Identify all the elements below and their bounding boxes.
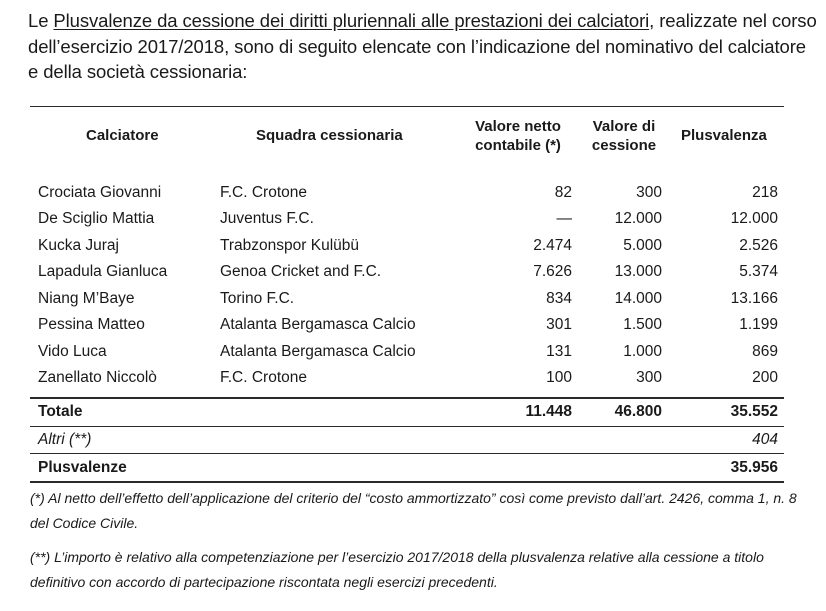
- cell-book-value: 100: [546, 369, 572, 386]
- cell-sale-value: 13.000: [614, 263, 662, 280]
- cell-gain: 869: [752, 343, 778, 360]
- total-row: [0, 399, 826, 425]
- table-row: [0, 286, 826, 312]
- table-row: [0, 312, 826, 338]
- table-row: [0, 180, 826, 206]
- grand-total-gain: 35.956: [730, 459, 778, 476]
- table-row: [0, 259, 826, 285]
- others-bottom-rule: [30, 453, 784, 454]
- cell-player: Zanellato Niccolò: [38, 369, 157, 386]
- cell-gain: 1.199: [739, 316, 778, 333]
- cell-team: Juventus F.C.: [220, 210, 314, 227]
- cell-sale-value: 300: [636, 369, 662, 386]
- intro-before: Le: [28, 10, 54, 31]
- cell-team: Atalanta Bergamasca Calcio: [220, 316, 416, 333]
- cell-team: Atalanta Bergamasca Calcio: [220, 343, 416, 360]
- cell-player: De Sciglio Mattia: [38, 210, 155, 227]
- cell-sale-value: 5.000: [623, 237, 662, 254]
- cell-team: F.C. Crotone: [220, 184, 308, 201]
- header-player: Calciatore: [86, 127, 159, 144]
- cell-team: Torino F.C.: [220, 290, 295, 307]
- table-top-rule: [30, 106, 784, 107]
- cell-gain: 200: [752, 369, 778, 386]
- cell-player: Lapadula Gianluca: [38, 263, 168, 280]
- cell-book-value: 2.474: [533, 237, 572, 254]
- cell-sale-value: 1.500: [623, 316, 662, 333]
- cell-gain: 218: [752, 184, 778, 201]
- cell-sale-value: 300: [636, 184, 662, 201]
- header-book-value-line1: Valore netto: [475, 118, 561, 135]
- header-gain: Plusvalenza: [681, 127, 767, 144]
- cell-sale-value: 12.000: [614, 210, 662, 227]
- table-bottom-rule: [30, 481, 784, 483]
- total-book-value: 11.448: [525, 403, 572, 420]
- cell-book-value: 7.626: [533, 263, 572, 280]
- cell-team: Trabzonspor Kulübü: [220, 237, 360, 254]
- cell-sale-value: 1.000: [623, 343, 662, 360]
- cell-player: Vido Luca: [38, 343, 107, 360]
- header-team: Squadra cessionaria: [256, 127, 403, 144]
- cell-team: Genoa Cricket and F.C.: [220, 263, 382, 280]
- table-row: [0, 365, 826, 391]
- cell-player: Crociata Giovanni: [38, 184, 162, 201]
- intro-underlined: Plusvalenze da cessione dei diritti pluriennali alle prestazioni dei calciatori: [53, 10, 650, 31]
- header-book-value: [464, 117, 572, 155]
- cell-gain: 13.166: [730, 290, 778, 307]
- header-book-value-line2: contabile (*): [475, 137, 561, 154]
- cell-team: F.C. Crotone: [220, 369, 308, 386]
- intro-after: , realizzate nel corso dell’esercizio 2017/2018, sono di seguito elencate con l’indicazione del nominativo del calciatore e della società cessionaria:: [28, 10, 817, 82]
- cell-player: Kucka Juraj: [38, 237, 119, 254]
- header-sale-value-line2: cessione: [591, 137, 657, 154]
- grand-total-row: [0, 455, 826, 481]
- cell-book-value: 301: [546, 316, 572, 333]
- total-label: Totale: [38, 403, 83, 420]
- cell-player: Pessina Matteo: [38, 316, 145, 333]
- table-row: [0, 233, 826, 259]
- total-gain: 35.552: [730, 403, 778, 420]
- intro-paragraph: [28, 8, 818, 85]
- cell-gain: 5.374: [739, 263, 778, 280]
- footnote-1: (*) Al netto dell’effetto dell’applicazione del criterio del “costo ammortizzato” così come previsto dall’art. 2426, comma 1, n. 8 del Codice Civile.: [30, 490, 797, 531]
- others-label: Altri (**): [38, 431, 92, 448]
- cell-gain: 2.526: [739, 237, 778, 254]
- cell-player: Niang M’Baye: [38, 290, 135, 307]
- others-gain: 404: [752, 431, 778, 448]
- others-row: [0, 427, 826, 453]
- table-row: [0, 206, 826, 232]
- total-sale-value: 46.800: [614, 403, 662, 420]
- cell-sale-value: 14.000: [614, 290, 662, 307]
- grand-total-label: Plusvalenze: [38, 459, 127, 476]
- cell-book-value: —: [556, 210, 572, 227]
- header-sale-value: [576, 117, 672, 155]
- cell-gain: 12.000: [730, 210, 778, 227]
- cell-book-value: 834: [546, 290, 572, 307]
- cell-book-value: 131: [546, 343, 572, 360]
- footnote-2: (**) L’importo è relativo alla competenziazione per l’esercizio 2017/2018 della plusvalenza relative alla cessione a titolo definitivo con accordo di partecipazione riscontata negli esercizi precedenti.: [30, 549, 764, 590]
- cell-book-value: 82: [554, 184, 572, 201]
- table-row: [0, 339, 826, 365]
- header-sale-value-line1: Valore di: [592, 118, 656, 135]
